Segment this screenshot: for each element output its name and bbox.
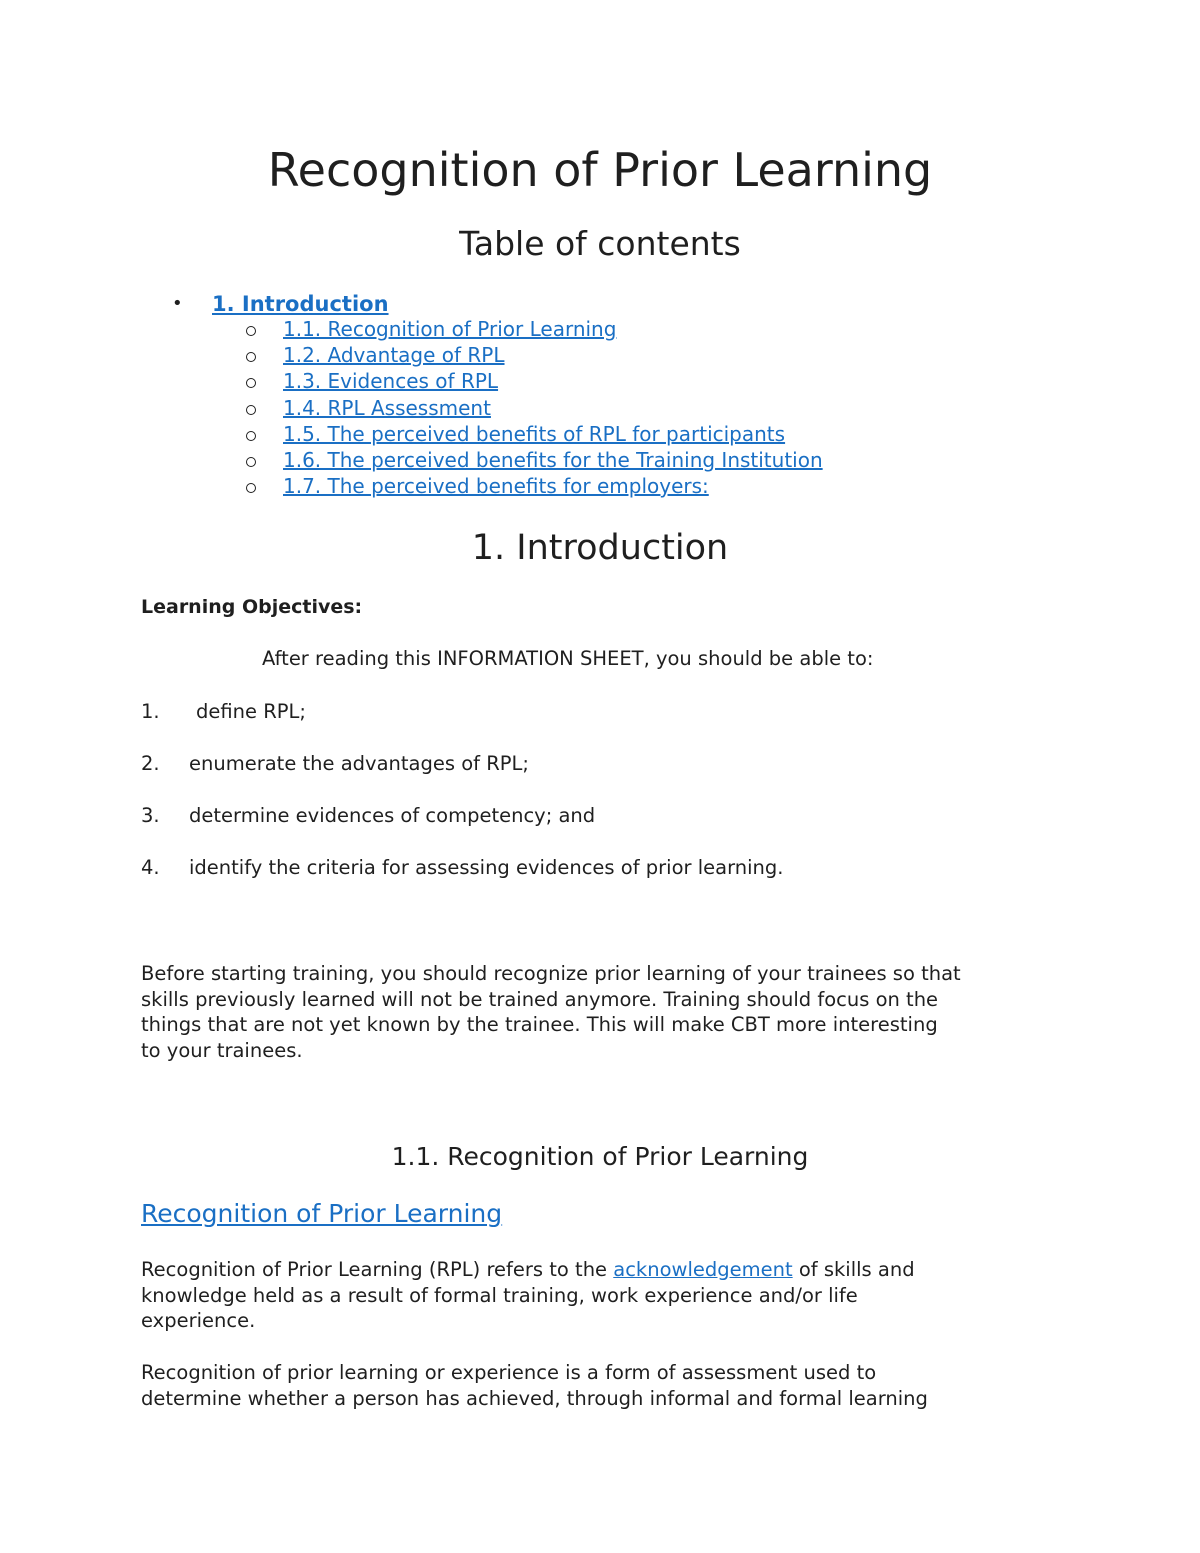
paragraph-line: knowledge held as a result of formal training, work experience and/or life <box>141 1283 858 1307</box>
objective-text: enumerate the advantages of RPL; <box>189 752 529 775</box>
circle-bullet-icon <box>246 326 256 336</box>
paragraph-line: experience. <box>141 1309 256 1333</box>
toc-link[interactable]: 1.4. RPL Assessment <box>283 395 491 420</box>
toc-link[interactable]: 1.6. The perceived benefits for the Training Institution <box>283 447 823 472</box>
objective-text: define RPL; <box>196 700 306 723</box>
paragraph-line: skills previously learned will not be trained anymore. Training should focus on the <box>141 987 939 1011</box>
document-title: Recognition of Prior Learning <box>267 143 933 197</box>
circle-bullet-icon <box>246 352 256 362</box>
paragraph-line: Recognition of prior learning or experience is a form of assessment used to <box>141 1361 877 1384</box>
circle-bullet-icon <box>246 405 256 415</box>
paragraph-line: determine whether a person has achieved, through informal and formal learning <box>141 1386 928 1410</box>
objective-number: 4. <box>141 856 160 879</box>
circle-bullet-icon <box>246 431 256 441</box>
toc-link[interactable]: 1.5. The perceived benefits of RPL for participants <box>283 421 786 446</box>
toc-link-introduction[interactable]: 1. Introduction <box>212 292 389 316</box>
objective-number: 3. <box>141 804 160 827</box>
objective-text: determine evidences of competency; and <box>189 804 596 827</box>
paragraph-text: of skills and <box>792 1258 915 1281</box>
toc-title: Table of contents <box>459 224 741 263</box>
paragraph-text: Recognition of Prior Learning (RPL) refers to the <box>141 1258 614 1281</box>
objective-number: 1. <box>141 700 160 723</box>
paragraph-line: to your trainees. <box>141 1039 303 1063</box>
learning-objectives-heading: Learning Objectives: <box>141 596 363 618</box>
circle-bullet-icon <box>246 457 256 467</box>
section-heading-introduction: 1. Introduction <box>471 528 729 568</box>
intro-paragraph <box>141 961 1071 1064</box>
section-heading-1-1: 1.1. Recognition of Prior Learning <box>391 1142 809 1171</box>
learning-objectives-intro: After reading this INFORMATION SHEET, you should be able to: <box>262 647 874 670</box>
circle-bullet-icon <box>246 483 256 493</box>
toc-link[interactable]: 1.3. Evidences of RPL <box>283 369 499 394</box>
objective-number: 2. <box>141 752 160 775</box>
paragraph-line: Before starting training, you should recognize prior learning of your trainees so that <box>141 962 961 985</box>
objective-text: identify the criteria for assessing evidences of prior learning. <box>189 856 784 879</box>
circle-bullet-icon <box>246 378 256 388</box>
toc-link[interactable]: 1.2. Advantage of RPL <box>283 343 505 368</box>
paragraph-line <box>141 1257 1071 1283</box>
toc-link[interactable]: 1.1. Recognition of Prior Learning <box>283 317 617 341</box>
paragraph-line: things that are not yet known by the trainee. This will make CBT more interesting <box>141 1013 938 1037</box>
rpl-definition-paragraph <box>141 1257 1071 1334</box>
rpl-assessment-paragraph <box>141 1360 1071 1411</box>
toc-link[interactable]: 1.7. The perceived benefits for employers: <box>283 474 709 499</box>
acknowledgement-link[interactable]: acknowledgement <box>613 1258 793 1281</box>
rpl-link-heading[interactable]: Recognition of Prior Learning <box>141 1199 503 1228</box>
toc-bullet: • <box>172 293 183 314</box>
